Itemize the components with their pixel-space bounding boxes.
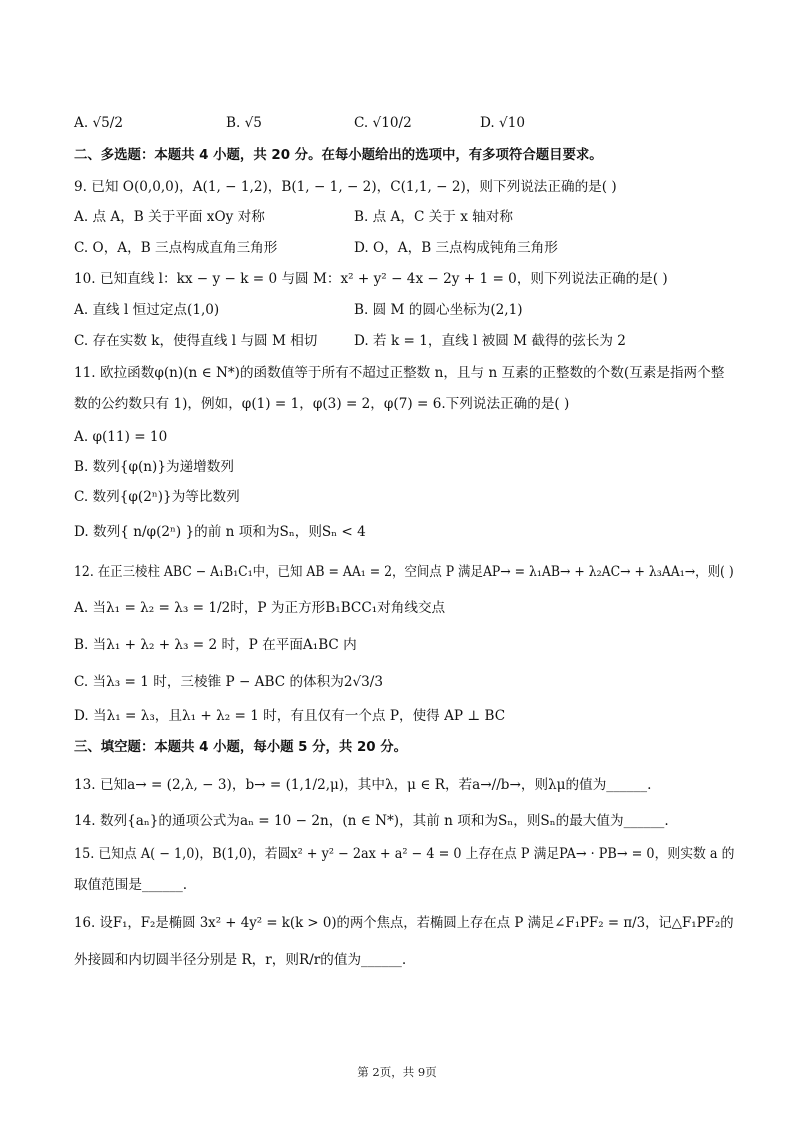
- q8-option-a: A. √5/2: [74, 115, 123, 131]
- q10-option-c: C. 存在实数 k，使得直线 l 与圆 M 相切: [74, 333, 318, 349]
- q10-options-row1: [74, 300, 734, 320]
- q10-option-b: B. 圆 M 的圆心坐标为(2,1): [354, 302, 523, 318]
- page-footer: 第 2页，共 9页: [357, 1065, 437, 1079]
- q12-option-b: B. 当λ₁ + λ₂ + λ₃ = 2 时，P 在平面A₁BC 内: [74, 637, 357, 653]
- q9-option-a: A. 点 A，B 关于平面 xOy 对称: [74, 209, 265, 225]
- q12-option-c: C. 当λ₃ = 1 时，三棱锥 P − ABC 的体积为2√3/3: [74, 674, 384, 690]
- q10-options-row2: [74, 331, 734, 351]
- q10-stem: 10. 已知直线 l：kx − y − k = 0 与圆 M：x² + y² − 4x − 2y + 1 = 0，则下列说法正确的是( ): [74, 271, 668, 287]
- q10-option-a: A. 直线 l 恒过定点(1,0): [74, 302, 220, 318]
- q8-options: [74, 106, 734, 140]
- q14-text: 14. 数列{aₙ}的通项公式为aₙ = 10 − 2n，(n ∈ N*)，其前 n 项和为Sₙ，则Sₙ的最大值为______.: [74, 813, 669, 829]
- section2-heading: 二、多选题：本题共 4 小题，共 20 分。在每小题给出的选项中，有多项符合题目要求。: [74, 148, 603, 163]
- q12-option-d: D. 当λ₁ = λ₃，且λ₁ + λ₂ = 1 时，有且仅有一个点 P，使得 AP ⊥ BC: [74, 708, 506, 724]
- q11-stem-line2: 数的公约数只有 1)，例如，φ(1) = 1，φ(3) = 2，φ(7) = 6.下列说法正确的是( ): [74, 396, 570, 412]
- q9-option-c: C. O，A，B 三点构成直角三角形: [74, 240, 278, 256]
- q13-text: 13. 已知a→ = (2,λ, − 3)，b→ = (1,1/2,μ)，其中λ，μ ∈ R，若a→//b→，则λμ的值为______.: [74, 777, 652, 793]
- q10-option-d: D. 若 k = 1，直线 l 被圆 M 截得的弦长为 2: [354, 333, 626, 349]
- q16-line1: 16. 设F₁，F₂是椭圆 3x² + 4y² = k(k > 0)的两个焦点，若椭圆上存在点 P 满足∠F₁PF₂ = π/3，记△F₁PF₂的: [74, 915, 734, 931]
- q15-line2: 取值范围是______.: [74, 877, 188, 893]
- q11-option-d: D. 数列{ n/φ(2ⁿ) }的前 n 项和为Sₙ，则Sₙ < 4: [74, 524, 366, 540]
- q11-option-a: A. φ(11) = 10: [74, 429, 168, 445]
- q11-option-c: C. 数列{φ(2ⁿ)}为等比数列: [74, 489, 240, 505]
- q9-stem: 9. 已知 O(0,0,0)，A(1, − 1,2)，B(1, − 1, − 2)，C(1,1, − 2)，则下列说法正确的是( ): [74, 179, 617, 195]
- q15-line1: 15. 已知点 A( − 1,0)，B(1,0)，若圆x² + y² − 2ax + a² − 4 = 0 上存在点 P 满足PA→ · PB→ = 0，则实数 a 的: [74, 846, 735, 862]
- q9-option-b: B. 点 A，C 关于 x 轴对称: [354, 209, 513, 225]
- q8-option-c: C. √10/2: [354, 115, 412, 131]
- q9-options-row2: [74, 238, 734, 258]
- q8-option-b: B. √5: [226, 115, 262, 131]
- q11-option-b: B. 数列{φ(n)}为递增数列: [74, 459, 234, 475]
- q12-option-a: A. 当λ₁ = λ₂ = λ₃ = 1/2时，P 为正方形B₁BCC₁对角线交点: [74, 600, 446, 616]
- section3-heading: 三、填空题：本题共 4 小题，每小题 5 分，共 20 分。: [74, 740, 408, 755]
- q12-stem: 12. 在正三棱柱 ABC − A₁B₁C₁中，已知 AB = AA₁ = 2，空间点 P 满足AP→ = λ₁AB→ + λ₂AC→ + λ₃AA₁→，则( ): [74, 564, 734, 580]
- q16-line2: 外接圆和内切圆半径分别是 R，r，则R/r的值为______.: [74, 952, 407, 968]
- q8-option-d: D. √10: [480, 115, 526, 131]
- q9-options-row1: [74, 207, 734, 227]
- q11-stem-line1: 11. 欧拉函数φ(n)(n ∈ N*)的函数值等于所有不超过正整数 n，且与 n 互素的正整数的个数(互素是指两个整: [74, 365, 725, 381]
- q9-option-d: D. O，A，B 三点构成钝角三角形: [354, 240, 558, 256]
